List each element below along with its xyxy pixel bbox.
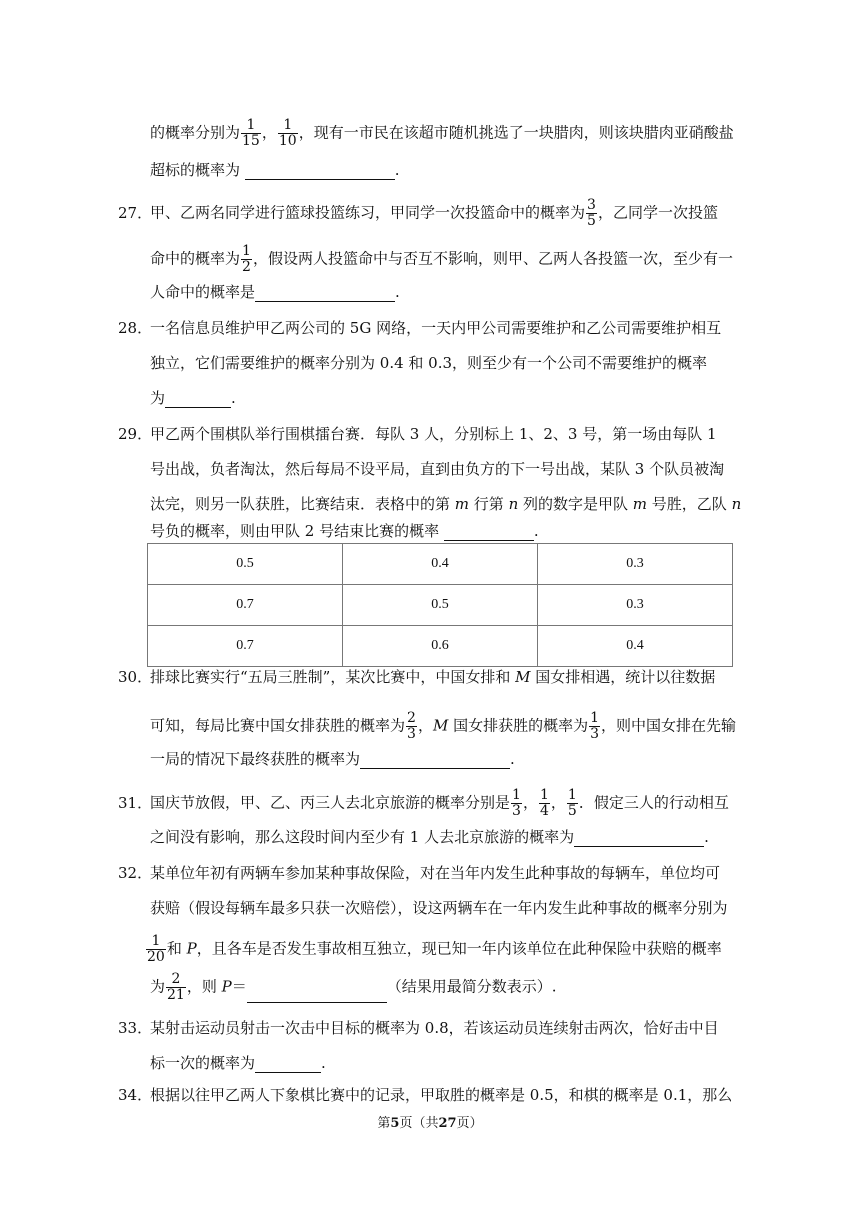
table-row — [148, 626, 733, 667]
q32-line-3: $\frac{1}{20}$ 和 P，且各车是否发生事故相互独立，现已知一年内该单位在此种保险中获赔的概率 — [147, 933, 722, 965]
table-cell: 0.7 — [148, 585, 343, 626]
q32-line-2: 获赔（假设每辆车最多只获一次赔偿），设这两辆车在一年内发生此种事故的概率分别为 — [150, 899, 728, 917]
question-number: 34． — [118, 1086, 153, 1104]
q32-line-4: 为 $\frac{2}{21}$ ，则 P＝ （结果用最简分数表示）. — [150, 971, 557, 1003]
question-number: 28． — [118, 319, 153, 337]
question-number: 29． — [118, 425, 153, 443]
table-cell: 0.5 — [148, 544, 343, 585]
answer-blank — [444, 524, 534, 541]
probability-table — [147, 543, 733, 667]
table-cell: 0.4 — [343, 544, 538, 585]
q31-line-2: 之间没有影响，那么这段时间内至少有 1 人去北京旅游的概率为 . — [150, 828, 709, 846]
fraction: $\frac{1}{3}$ — [512, 787, 521, 819]
q26-line-1: 的概率分别为 $\frac{1}{15}$ ， $\frac{1}{10}$ ，现有一市民在该超市随机挑选了一块腊肉，则该块腊肉亚硝酸盐 — [150, 117, 734, 149]
table-row — [148, 585, 733, 626]
answer-blank — [245, 163, 395, 180]
fraction: $\frac{1}{20}$ — [147, 933, 165, 965]
fraction: $\frac{1}{5}$ — [567, 787, 577, 819]
q27-line-2: 命中的概率为 $\frac{1}{2}$ ，假设两人投篮命中与否互不影响，则甲、乙两人各投篮一次，至少有一 — [150, 243, 733, 275]
q33-line-1: 33．某射击运动员射击一次击中目标的概率为 0.8，若该运动员连续射击两次，恰好击中目 — [118, 1019, 719, 1037]
table-cell: 0.5 — [343, 585, 538, 626]
q31-line-1: 31．国庆节放假，甲、乙、丙三人去北京旅游的概率分别是 $\frac{1}{3}$ ， $\frac{1}{4}$ ， $\frac{1}{5}$ ．假定三人的行动相互 — [118, 787, 729, 819]
fraction: $\frac{3}{5}$ — [587, 197, 596, 229]
answer-blank — [247, 986, 387, 1003]
question-number: 32． — [118, 864, 153, 882]
answer-blank — [574, 830, 704, 847]
q32-line-1: 32．某单位年初有两辆车参加某种事故保险，对在当年内发生此种事故的每辆车，单位均可 — [118, 864, 721, 882]
q28-line-1: 28．一名信息员维护甲乙两公司的 5G 网络，一天内甲公司需要维护和乙公司需要维护相互 — [118, 319, 722, 337]
question-number: 31． — [118, 793, 153, 812]
q27-line-1: 27．甲、乙两名同学进行篮球投篮练习，甲同学一次投篮命中的概率为 $\frac{3}{5}$ ，乙同学一次投篮 — [118, 197, 718, 229]
fraction: $\frac{1}{4}$ — [539, 787, 549, 819]
page-footer: 第5页（共27页） — [377, 1116, 483, 1131]
fraction: $\frac{1}{2}$ — [242, 243, 251, 275]
q30-line-1: 30．排球比赛实行“五局三胜制”，某次比赛中，中国女排和 M 国女排相遇，统计以往数据 — [118, 668, 716, 686]
answer-blank — [255, 285, 395, 302]
table-row — [148, 544, 733, 585]
fraction: $\frac{1}{10}$ — [278, 117, 297, 149]
question-number: 30． — [118, 668, 153, 686]
fraction: $\frac{2}{3}$ — [407, 710, 416, 742]
table-cell: 0.3 — [538, 585, 733, 626]
q26-line-2: 超标的概率为 . — [150, 161, 400, 179]
table-cell: 0.6 — [343, 626, 538, 667]
table-cell: 0.3 — [538, 544, 733, 585]
fraction: $\frac{2}{21}$ — [167, 971, 185, 1003]
q29-line-1: 29．甲乙两个围棋队举行围棋擂台赛．每队 3 人，分别标上 1、2、3 号，第一场由每队 1 — [118, 425, 717, 443]
q28-line-3: 为 . — [150, 389, 236, 407]
fraction: $\frac{1}{15}$ — [242, 117, 260, 149]
answer-blank — [255, 1056, 321, 1073]
table-cell: 0.4 — [538, 626, 733, 667]
question-number: 33． — [118, 1019, 153, 1037]
q30-line-3: 一局的情况下最终获胜的概率为 . — [150, 750, 515, 768]
q30-line-2: 可知，每局比赛中国女排获胜的概率为 $\frac{2}{3}$ ，M 国女排获胜的概率为 $\frac{1}{3}$ ，则中国女排在先输 — [150, 710, 737, 742]
q28-line-2: 独立，它们需要维护的概率分别为 0.4 和 0.3，则至少有一个公司不需要维护的概率 — [150, 354, 708, 372]
page-number: 5 — [390, 1116, 400, 1131]
total-pages: 27 — [438, 1116, 457, 1131]
q29-line-2: 号出战，负者淘汰，然后每局不设平局，直到由负方的下一号出战，某队 3 个队员被淘 — [150, 460, 725, 478]
q29-line-4: 号负的概率，则由甲队 2 号结束比赛的概率 . — [150, 522, 539, 540]
q34-line-1: 34．根据以往甲乙两人下象棋比赛中的记录，甲取胜的概率是 0.5，和棋的概率是 0.1，那么 — [118, 1086, 733, 1104]
answer-blank — [165, 391, 231, 408]
table-cell: 0.7 — [148, 626, 343, 667]
fraction: $\frac{1}{3}$ — [590, 710, 600, 742]
question-number: 27． — [118, 203, 153, 222]
q29-line-3: 汰完，则另一队获胜，比赛结束．表格中的第 m 行第 n 列的数字是甲队 m 号胜，乙队 n — [150, 495, 742, 513]
q33-line-2: 标一次的概率为 . — [150, 1054, 326, 1072]
q27-line-3: 人命中的概率是 . — [150, 283, 400, 301]
answer-blank — [360, 752, 510, 769]
